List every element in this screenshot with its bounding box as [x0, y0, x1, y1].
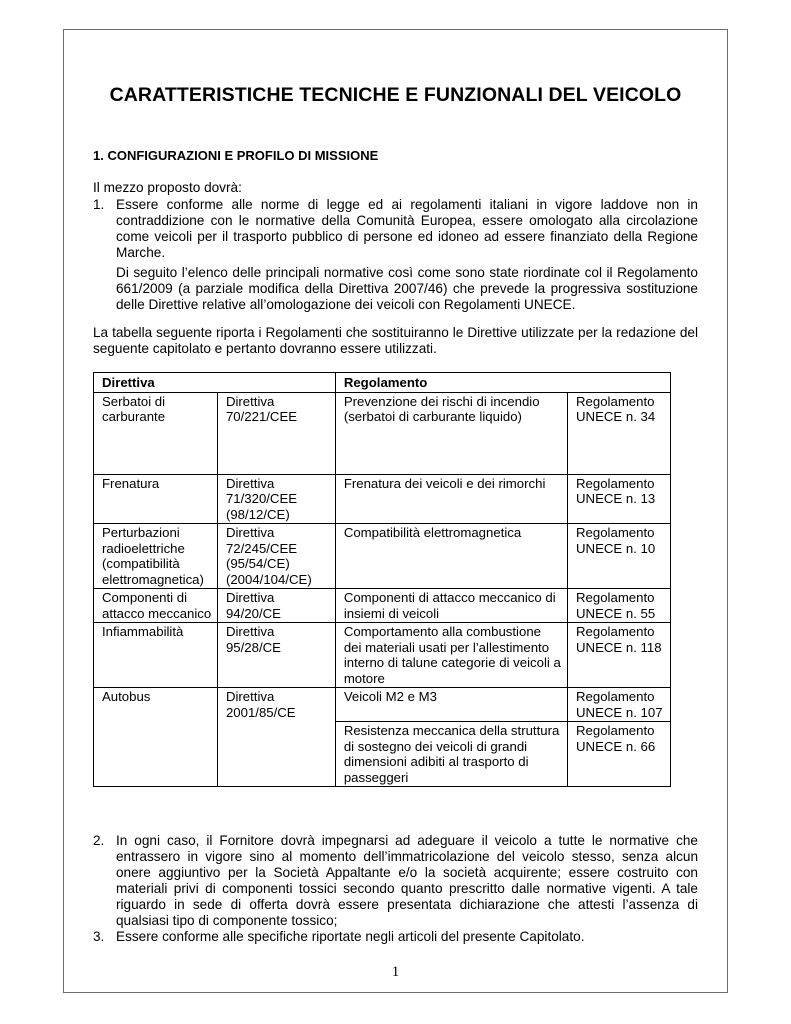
row-subject: Perturbazioni radioelettriche (compatibilità elettromagnetica) — [94, 524, 218, 589]
row-directive: Direttiva 72/245/CEE (95/54/CE) (2004/104/CE) — [217, 524, 335, 589]
row-directive: Direttiva 71/320/CEE (98/12/CE) — [217, 474, 335, 524]
row-directive: Direttiva 2001/85/CE — [217, 688, 335, 787]
table-row — [94, 392, 671, 474]
list-item-1-paragraph-1: Essere conforme alle norme di legge ed ai regolamenti italiani in vigore laddove non in contraddizione con le normative della Comunità Europea, essere omologato alla circolazione come veicoli per il trasporto pubblico di persone ed idoneo ad essere finanziato della Regione Marche. — [116, 197, 698, 260]
row-description: Compatibilità elettromagnetica — [335, 524, 567, 589]
row-regulation: Regolamento UNECE n. 66 — [568, 722, 671, 787]
row-description: Frenatura dei veicoli e dei rimorchi — [335, 474, 567, 524]
row-regulation: Regolamento UNECE n. 107 — [568, 688, 671, 722]
regulations-table — [93, 372, 671, 787]
row-directive: Direttiva 95/28/CE — [217, 623, 335, 688]
row-regulation: Regolamento UNECE n. 10 — [568, 524, 671, 589]
table-row — [94, 524, 671, 589]
list-item-2 — [93, 833, 698, 929]
table-row — [94, 688, 671, 722]
header-directive: Direttiva — [94, 373, 336, 393]
row-regulation: Regolamento UNECE n. 55 — [568, 589, 671, 623]
table-header-row — [94, 373, 671, 393]
row-description: Comportamento alla combustione dei materiali usati per l’allestimento interno di talune categorie di veicoli a motore — [335, 623, 567, 688]
row-subject: Autobus — [94, 688, 218, 787]
row-subject: Serbatoi di carburante — [94, 392, 218, 474]
row-subject: Frenatura — [94, 474, 218, 524]
list-item-3 — [93, 929, 698, 945]
page-number: 1 — [391, 964, 400, 980]
row-description: Componenti di attacco meccanico di insiemi di veicoli — [335, 589, 567, 623]
list-item-1-paragraph-2: Di seguito l’elenco delle principali normative così come sono state riordinate col il Regolamento 661/2009 (a parziale modifica della Direttiva 2007/46) che prevede la progressiva sostituzione delle Direttive relative all’omologazione dei veicoli con Regolamenti UNECE. — [116, 265, 698, 312]
row-description: Resistenza meccanica della struttura di sostegno dei veicoli di grandi dimensioni adibiti al trasporto di passeggeri — [335, 722, 567, 787]
list-item-3-text: Essere conforme alle specifiche riportate negli articoli del presente Capitolato. — [116, 929, 585, 944]
row-regulation: Regolamento UNECE n. 118 — [568, 623, 671, 688]
list-item-1 — [93, 197, 698, 313]
table-row — [94, 474, 671, 524]
table-intro-text: La tabella seguente riporta i Regolamenti che sostituiranno le Direttive utilizzate per la redazione del seguente capitolato e pertanto dovranno essere utilizzati. — [93, 325, 698, 356]
row-regulation: Regolamento UNECE n. 13 — [568, 474, 671, 524]
table-row — [94, 589, 671, 623]
document-title: CARATTERISTICHE TECNICHE E FUNZIONALI DEL VEICOLO — [109, 84, 682, 106]
row-subject: Infiammabilità — [94, 623, 218, 688]
header-regulation: Regolamento — [335, 373, 670, 393]
row-description: Prevenzione dei rischi di incendio (serbatoi di carburante liquido) — [335, 392, 567, 474]
row-directive: Direttiva 94/20/CE — [217, 589, 335, 623]
list-number: 1. — [93, 197, 105, 212]
list-number: 3. — [93, 929, 105, 944]
row-subject: Componenti di attacco meccanico — [94, 589, 218, 623]
list-number: 2. — [93, 833, 105, 848]
row-description: Veicoli M2 e M3 — [335, 688, 567, 722]
list-item-2-text: In ogni caso, il Fornitore dovrà impegnarsi ad adeguare il veicolo a tutte le normative che entrassero in vigore sino al momento dell’immatricolazione del veicolo stesso, senza alcun onere aggiuntivo per la Società Appaltante e/o la società acquirente; essere costruito con materiali privi di componenti tossici secondo quanto prescritto dalle normative vigenti. A tale riguardo in sede di offerta dovrà essere presentata dichiarazione che attesti l’assenza di qualsiasi tipo di componente tossico; — [116, 833, 698, 928]
intro-text: Il mezzo proposto dovrà: — [93, 180, 242, 195]
table-row — [94, 623, 671, 688]
row-regulation: Regolamento UNECE n. 34 — [568, 392, 671, 474]
row-directive: Direttiva 70/221/CEE — [217, 392, 335, 474]
section-heading: 1. CONFIGURAZIONI E PROFILO DI MISSIONE — [93, 148, 379, 163]
